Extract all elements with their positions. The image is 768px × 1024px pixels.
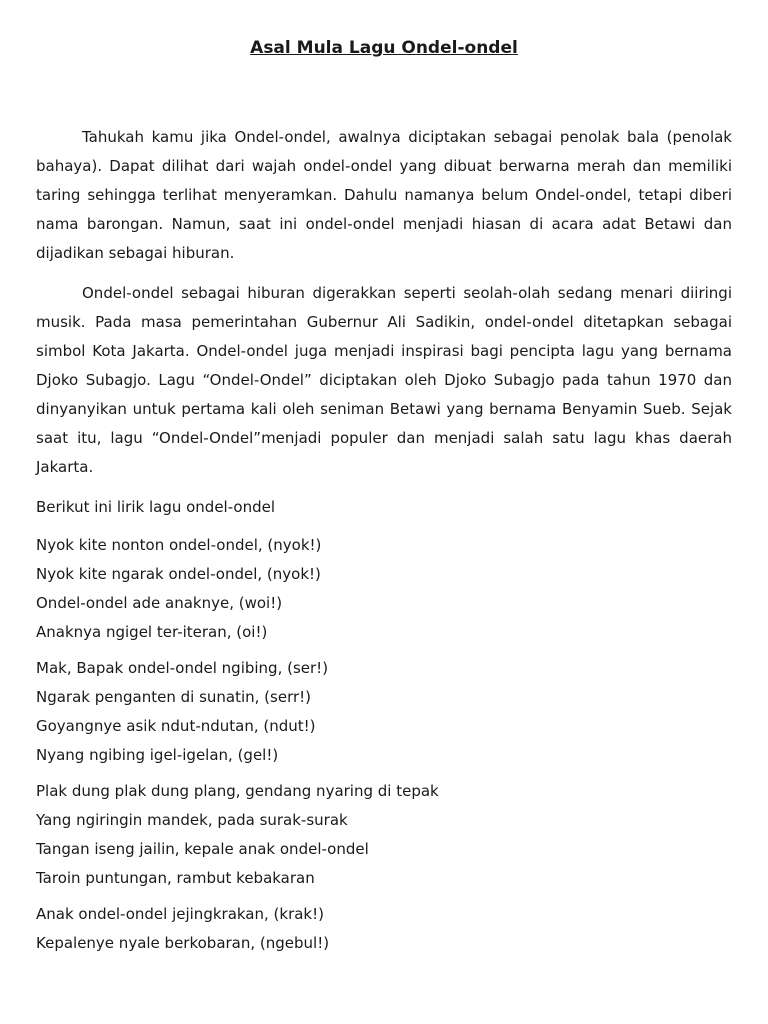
lyrics-stanza-2 xyxy=(36,654,732,770)
lyric-line: Ngarak penganten di sunatin, (serr!) xyxy=(36,688,312,706)
paragraph-history: Ondel-ondel sebagai hiburan digerakkan seperti seolah-olah sedang menari diiringi musik. Pada masa pemerintahan Gubernur Ali Sadikin, ondel-ondel ditetapkan sebagai simbol Kota Jakarta. Ondel-ondel juga menjadi inspirasi bagi pencipta lagu yang bernama Djoko Subagjo. Lagu “Ondel-Ondel” diciptakan oleh Djoko Subagjo pada tahun 1970 dan dinyanyikan untuk pertama kali oleh seniman Betawi yang bernama Benyamin Sueb. Sejak saat itu, lagu “Ondel-Ondel”menjadi populer dan menjadi salah satu lagu khas daerah Jakarta. xyxy=(36,284,732,476)
lyric-line: Goyangnye asik ndut-ndutan, (ndut!) xyxy=(36,717,316,735)
lyric-line: Plak dung plak dung plang, gendang nyaring di tepak xyxy=(36,782,439,800)
lyric-line: Ondel-ondel ade anaknye, (woi!) xyxy=(36,594,283,612)
lyric-line: Tangan iseng jailin, kepale anak ondel-ondel xyxy=(36,840,369,858)
document-page xyxy=(36,30,732,958)
lyrics-stanza-1 xyxy=(36,531,732,647)
lyrics-intro: Berikut ini lirik lagu ondel-ondel xyxy=(36,498,276,516)
lyric-line: Nyang ngibing igel-igelan, (gel!) xyxy=(36,746,279,764)
lyrics-stanza-3 xyxy=(36,777,732,893)
lyric-line: Nyok kite ngarak ondel-ondel, (nyok!) xyxy=(36,565,321,583)
document-title: Asal Mula Lagu Ondel-ondel xyxy=(250,38,518,58)
lyric-line: Yang ngiringin mandek, pada surak-surak xyxy=(36,811,348,829)
lyric-line: Nyok kite nonton ondel-ondel, (nyok!) xyxy=(36,536,322,554)
lyric-line: Anaknya ngigel ter-iteran, (oi!) xyxy=(36,623,268,641)
paragraph-origin: Tahukah kamu jika Ondel-ondel, awalnya diciptakan sebagai penolak bala (penolak bahaya). Dapat dilihat dari wajah ondel-ondel yang dibuat berwarna merah dan memiliki taring sehingga terlihat menyeramkan. Dahulu namanya belum Ondel-ondel, tetapi diberi nama barongan. Namun, saat ini ondel-ondel menjadi hiasan di acara adat Betawi dan dijadikan sebagai hiburan. xyxy=(36,128,732,262)
lyric-line: Anak ondel-ondel jejingkrakan, (krak!) xyxy=(36,905,324,923)
lyrics-stanza-4 xyxy=(36,900,732,958)
lyric-line: Kepalenye nyale berkobaran, (ngebul!) xyxy=(36,934,330,952)
lyric-line: Taroin puntungan, rambut kebakaran xyxy=(36,869,315,887)
lyric-line: Mak, Bapak ondel-ondel ngibing, (ser!) xyxy=(36,659,329,677)
